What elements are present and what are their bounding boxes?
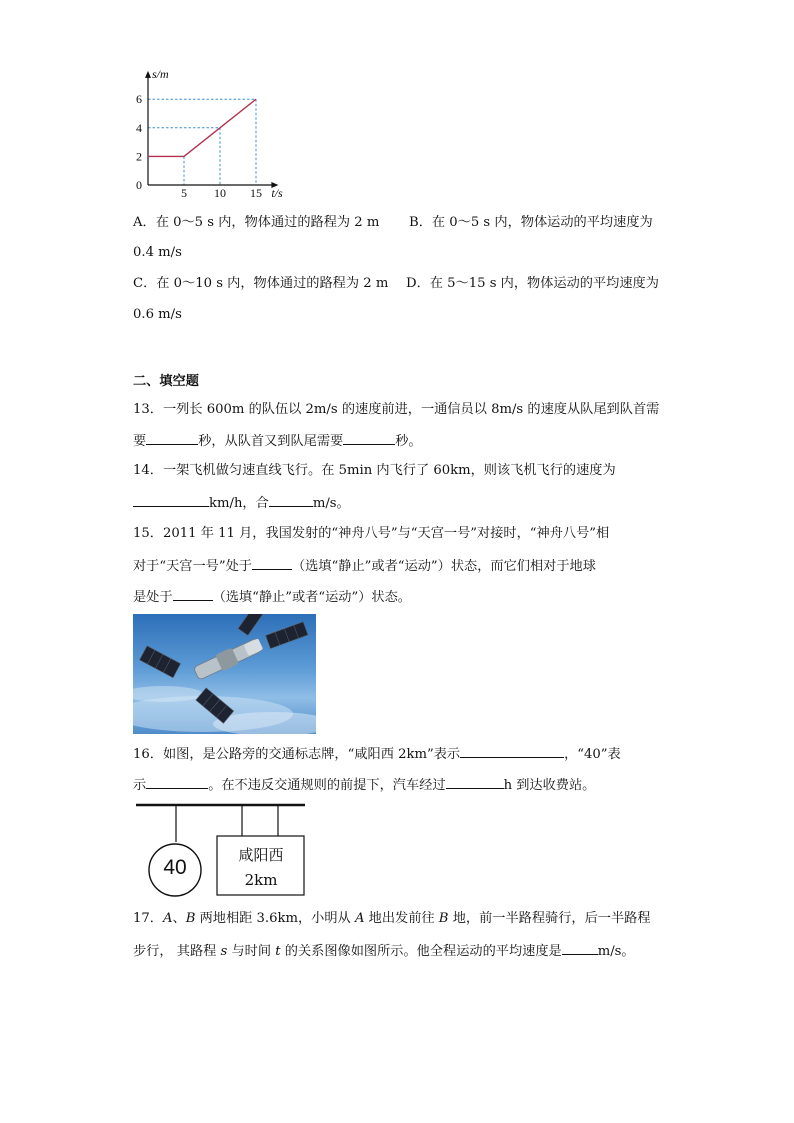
- q16-blank-2[interactable]: [146, 774, 208, 789]
- q13-blank-2[interactable]: [343, 430, 395, 445]
- x-tick-label: 5: [181, 186, 187, 200]
- q16-text: h 到达收费站。: [503, 778, 596, 793]
- q16-text: 示: [133, 778, 147, 793]
- q13-blank-1[interactable]: [146, 430, 198, 445]
- q14-blank-1[interactable]: [133, 492, 209, 507]
- q13-text: 秒，从队首又到队尾需要: [198, 434, 344, 449]
- q17-text: 地，前一半路程骑行，后一半路程: [448, 911, 651, 926]
- section-title: 二、填空题: [133, 374, 199, 389]
- q15-text: （选填“静止”或者“运动”）状态。: [212, 590, 411, 605]
- q15-line1: 15．2011 年 11 月，我国发射的“神舟八号”与“天宫一号”对接时，“神舟八号”相: [133, 526, 610, 541]
- q15-text: （选填“静止”或者“运动”）状态，而它们相对于地球: [291, 559, 596, 574]
- option-a: A．在 0～5 s 内，物体通过的路程为 2 m: [133, 215, 380, 230]
- x-axis-label: t/s: [271, 186, 283, 200]
- q16-blank-1[interactable]: [460, 743, 564, 758]
- q17-text: 地出发前往: [364, 911, 439, 926]
- q17-var: s: [220, 944, 228, 959]
- q16-text: 。在不违反交通规则的前提下，汽车经过: [208, 778, 446, 793]
- q15-line2: [133, 555, 596, 577]
- option-b: B．在 0～5 s 内，物体运动的平均速度为: [409, 215, 653, 230]
- q17-text: 与时间: [227, 944, 276, 959]
- y-tick-label: 6: [136, 92, 142, 107]
- q17-text: 两地相距 3.6km，小明从: [195, 911, 355, 926]
- distance-label: 2km: [244, 871, 278, 889]
- q13-line1: 13．一列长 600m 的队伍以 2m/s 的速度前进，一通信员以 8m/s 的速度从队尾到队首需: [133, 402, 660, 417]
- space-station-photo: [133, 614, 316, 734]
- q17-line2: [133, 940, 635, 962]
- q17-text: 步行， 其路程: [133, 944, 221, 959]
- q17-var: B: [185, 911, 196, 926]
- y-axis-arrow: [145, 71, 151, 78]
- option-c: C．在 0～10 s 内，物体通过的路程为 2 m: [133, 276, 389, 291]
- q14-line2: [133, 492, 350, 514]
- q17-line1: [133, 909, 651, 929]
- q14-line1: 14．一架飞机做匀速直线飞行。在 5min 内飞行了 60km，则该飞机飞行的速度为: [133, 463, 616, 478]
- q13-text: 要: [133, 434, 147, 449]
- q17-text: m/s。: [597, 944, 635, 959]
- q16-text: ，“40”表: [564, 747, 621, 762]
- x-tick-label: 10: [214, 186, 226, 200]
- q14-text: m/s。: [312, 496, 350, 511]
- y-axis-label: s/m: [152, 67, 169, 81]
- q17-blank[interactable]: [562, 940, 598, 955]
- q15-line3: [133, 586, 411, 608]
- q15-text: 对于“天宫一号”处于: [133, 559, 252, 574]
- q17-text: 的关系图像如图所示。他全程运动的平均速度是: [280, 944, 562, 959]
- q14-text: km/h，合: [209, 496, 269, 511]
- q15-blank-2[interactable]: [173, 586, 213, 601]
- q17-var: B: [438, 911, 449, 926]
- x-tick-label: 15: [250, 186, 262, 200]
- y-tick-label: 4: [136, 120, 142, 135]
- q13-line2: [133, 430, 422, 452]
- speed-limit-sign: 40: [163, 856, 187, 879]
- q17-var: A: [354, 911, 365, 926]
- option-d-cont: 0.6 m/s: [133, 307, 182, 322]
- q15-blank-1[interactable]: [252, 555, 292, 570]
- q16-blank-3[interactable]: [446, 774, 504, 789]
- q17-text: 、: [172, 911, 186, 926]
- q17-var: t: [275, 944, 281, 959]
- destination-label: 咸阳西: [238, 846, 284, 864]
- q16-line1: [133, 743, 621, 765]
- q16-text: 16．如图，是公路旁的交通标志牌，“咸阳西 2km”表示: [133, 747, 461, 762]
- q16-line2: [133, 774, 595, 796]
- option-d: D．在 5～15 s 内，物体运动的平均速度为: [406, 276, 659, 291]
- y-tick-label: 0: [136, 178, 142, 192]
- option-b-cont: 0.4 m/s: [133, 245, 182, 260]
- y-tick-label: 2: [136, 149, 142, 164]
- q13-text: 秒。: [395, 434, 422, 449]
- distance-time-chart: [130, 62, 300, 202]
- q14-blank-2[interactable]: [269, 492, 313, 507]
- q17-text: 17．: [133, 911, 163, 926]
- q17-var: A: [162, 911, 173, 926]
- q15-text: 是处于: [133, 590, 173, 605]
